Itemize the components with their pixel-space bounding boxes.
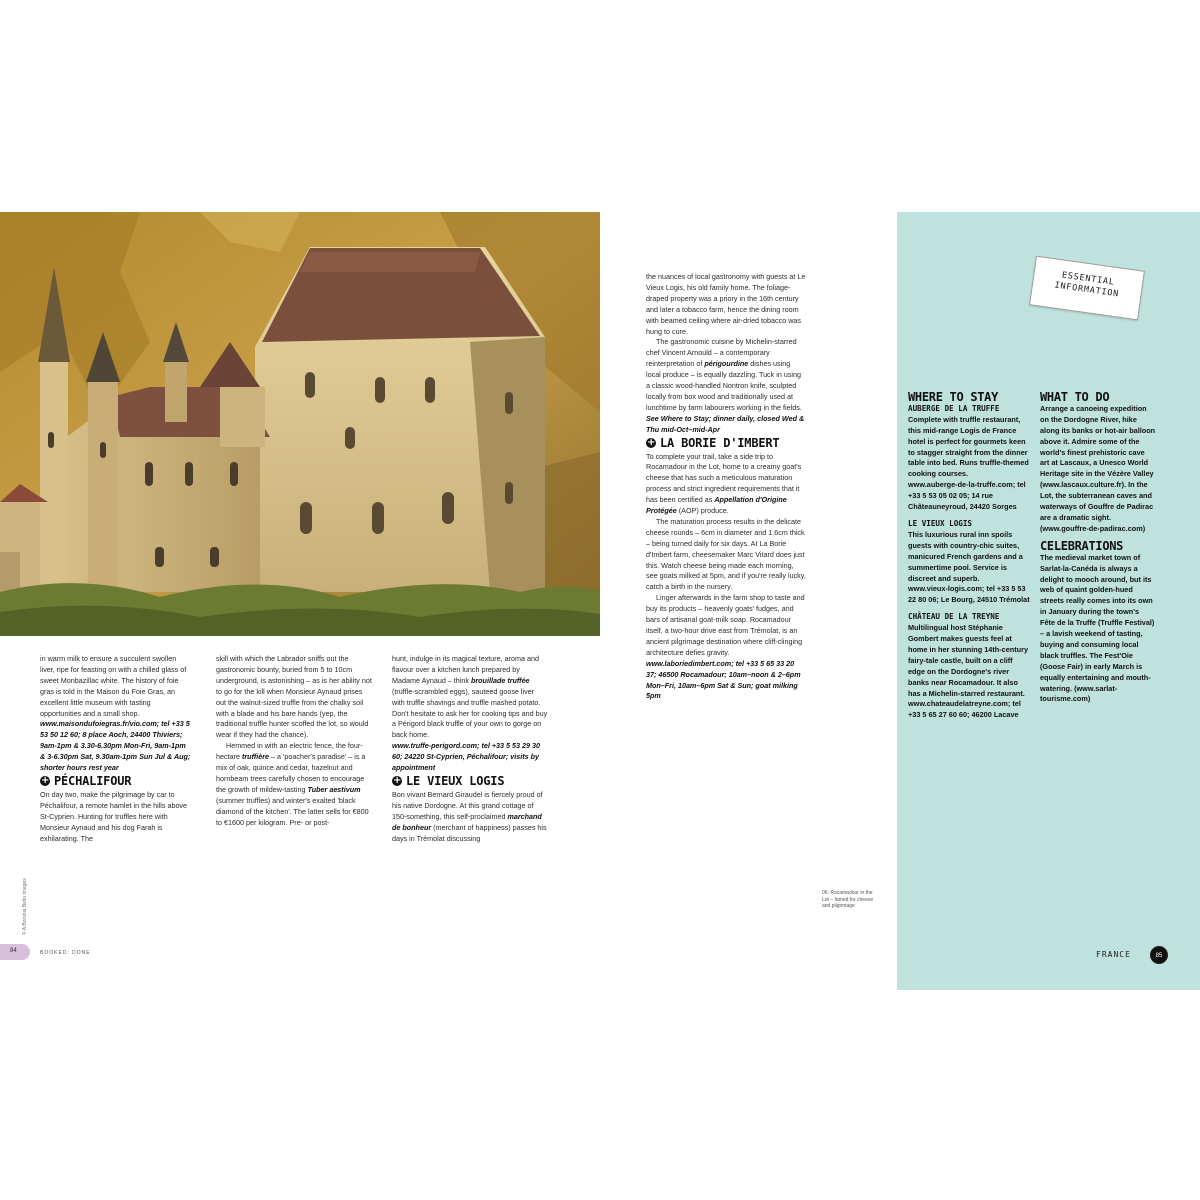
photo-credit: © A Borobia Bello Images — [22, 878, 28, 935]
where-to-stay-column — [908, 392, 1030, 721]
page-number-right: 85 — [1150, 946, 1168, 964]
hotel-description: This luxurious rural inn spoils guests with country-chic suites, manicured French gardens and a summertime pool. Service is discreet and superb. — [908, 529, 1023, 583]
what-to-do-column — [1040, 392, 1156, 705]
section-heading-borie: + LA BORIE D'IMBERT — [646, 438, 806, 449]
plus-bullet-icon — [40, 776, 50, 786]
hotel-name: LE VIEUX LOGIS — [908, 518, 973, 528]
paragraph: hunt, indulge in its magical texture, aroma and flavour over a kitchen lunch prepared by Madame Aynaud – think brouillade truffée (truffle-scrambled eggs), sauteed goose liver with truffle shavings and truffle mashed potato. Don't hesitate to ask her for cooking tips and buy a Périgord black truffle of your own to gorge on back home. — [392, 654, 548, 740]
celebrations-heading: CELEBRATIONS — [1040, 538, 1124, 553]
hotel-contact: www.chateaudelatreyne.com; tel +33 5 65 27 60 60; 46200 Lacave — [908, 699, 1021, 720]
castle-photo — [0, 212, 600, 636]
paragraph: skill with which the Labrador sniffs out the gastronomic bounty, buried from 5 to 10cm underground, is astonishing – as is her ability not to go for the kill when Monsieur Aynaud prises out the walnut-sized truffle from the chalky soil with a blade and his bare hands (yep, the traditional truffle hunter scoffed the lot, so would wear if they had the chance). — [216, 654, 372, 740]
hotel-contact: www.auberge-de-la-truffe.com; tel +33 5 53 05 02 05; 14 rue Châteauneyroud, 24420 Sorges — [908, 480, 1026, 512]
plus-bullet-icon — [646, 438, 656, 448]
rocamadour-illustration — [0, 212, 600, 636]
left-column-2 — [216, 654, 372, 829]
paragraph: the nuances of local gastronomy with guests at Le Vieux Logis, his old family home. The foliage-draped property was a priory in the 16th century and later a tobacco farm, hence the dining room with beamed ceiling where air-dried tobacco was hung to cure. — [646, 272, 806, 336]
plus-bullet-icon — [392, 776, 402, 786]
contact-info: www.laboriedimbert.com; tel +33 5 65 33 20 37; 46500 Rocamadour; 10am–noon & 2–6pm Mon–Fri, 10am–6pm Sat & Sun; goat milking 5pm — [646, 658, 801, 701]
left-column-3 — [392, 654, 548, 844]
footer-right: FRANCE — [1096, 950, 1131, 959]
essential-information-tag: ESSENTIAL INFORMATION — [1029, 256, 1145, 321]
left-column-1 — [40, 654, 192, 844]
activity-description: Arrange a canoeing expedition on the Dordogne River, hike along its banks or hot-air balloon above it. Admire some of the world's finest prehistoric cave art at Lascaux, a Unesco World Heritage site in the Vézère Valley (www.lascaux.culture.fr). In the Lot, the subterranean caves and waterways of Gouffre de Padirac are a dramatic sight. (www.gouffre-de-padirac.com) — [1040, 403, 1156, 533]
hotel-contact: www.vieux-logis.com; tel +33 5 53 22 80 06; Le Bourg, 24510 Trémolat — [908, 584, 1030, 605]
section-heading-vieux-logis: + LE VIEUX LOGIS — [392, 776, 548, 787]
hotel-name: AUBERGE DE LA TRUFFE — [908, 403, 1000, 413]
what-to-do-heading: WHAT TO DO — [1040, 390, 1110, 404]
paragraph: On day two, make the pilgrimage by car to Péchalifour, a remote hamlet in the hills above St-Cyprien. Hunting for truffles here with Monsieur Aynaud and his dog Farah is exhilarating. The — [40, 789, 188, 843]
photo-caption: 06: Rocamadour in the Lot – famed for cheese and pilgrimage — [822, 890, 874, 910]
contact-info: www.truffe-perigord.com; tel +33 5 53 29 30 60; 24220 St-Cyprien, Péchalifour; visits by appointment — [392, 741, 540, 773]
paragraph: The gastronomic cuisine by Michelin-starred chef Vincent Arnould – a contemporary reinterpretation of périgourdine dishes using local produce – is equally dazzling. Tuck in using a classic wood-handled Nontron knife, sculpted locally from box wood and traditionally used at lunchtime by farm labourers working in the fields. See Where to Stay; dinner daily, closed Wed & Thu mid-Oct–mid-Apr — [646, 337, 805, 434]
celebrations-description: The medieval market town of Sarlat-la-Canéda is always a delight to mooch around, but its web of quaint golden-hued streets really comes into its own in January during the town's Fête de la Truffe (Truffle Festival) – a lavish weekend of tasting, buying and consuming local black truffles. The Fest'Oie (Goose Fair) in early March is equally entertaining and mouth-watering. (www.sarlat-tourisme.com) — [1040, 552, 1155, 704]
paragraph: The maturation process results in the delicate cheese rounds – 6cm in diameter and 1.6cm thick – being turned daily for six days. At La Borie d'Imbert farm, cheesemaker Marc Vitard does just this. Watch cheese being made each morning, see goats milked at 5pm, and if you're really lucky, catch a birth in the nursery. — [646, 516, 806, 592]
paragraph: To complete your trail, take a side trip to Rocamadour in the Lot, home to a creamy goat's cheese that has such a meticulous maturation process and strict ingredient requirements that it has been certified as Appellation d'Origine Protégée (AOP) produce. — [646, 451, 802, 516]
paragraph: Hemmed in with an electric fence, the four-hectare truffière – a 'poacher's paradise' – is a mix of oak, quince and cedar, hazelnut and hornbeam trees carefully chosen to encourage the growth of mildew-tasting Tuber aestivum (summer truffles) and winter's exalted 'black diamond of the kitchen'. The latter sells for €800 to €1600 per kilogram. Pre- or post- — [216, 741, 369, 827]
contact-info: www.maisondufoiegras.fr/vio.com; tel +33 5 53 50 12 60; 8 place Aoch, 24400 Thiviers; 9am-1pm & 3.30-6.30pm Mon-Fri, 9am-1pm & 3-6.30pm Sat, 9.30am-1pm Sun Jul & Aug; shorter hours rest year — [40, 719, 191, 773]
hotel-name: CHÂTEAU DE LA TREYNE — [908, 612, 1000, 622]
paragraph: Linger afterwards in the farm shop to taste and buy its products – heavenly goats' fudges, and bars of artisanal goat-milk soap. Rocamadour itself, a two-hour drive east from Trémolat, is an ancient pilgrimage destination where cliff-clinging architecture defies gravity. — [646, 593, 805, 657]
hotel-description: Multilingual host Stéphanie Gombert makes guests feel at home in her stunning 14th-century fairy-tale castle, built on a cliff edge on the Dordogne's river banks near Rocamadour. It also has a Michelin-starred restaurant. — [908, 623, 1029, 698]
section-heading-pechalifour: + PÉCHALIFOUR — [40, 776, 192, 787]
page-number-tab-left: 84 — [0, 944, 30, 960]
right-column-1 — [646, 272, 806, 702]
paragraph: Bon vivant Bernard Giraudel is fiercely proud of his native Dordogne. At this grand cottage of 150-something, this self-proclaimed marchand de bonheur (merchant of happiness) passes his days in Trémolat discussing — [392, 789, 547, 843]
hotel-description: Complete with truffle restaurant, this mid-range Logis de France hotel is perfect for gourmets keen to stagger straight from the dinner table into bed. Runs truffle-themed cooking courses. — [908, 414, 1029, 479]
footer-left: BOOKED: DONE — [40, 950, 91, 956]
paragraph: in warm milk to ensure a succulent swollen liver, ripe for feasting on with a chilled glass of sweet Monbazillac white. The history of foie gras is told in the Maison du Foie Gras, an excellent little museum with tasting opportunities and a small shop. — [40, 654, 187, 718]
where-to-stay-heading: WHERE TO STAY — [908, 390, 999, 404]
